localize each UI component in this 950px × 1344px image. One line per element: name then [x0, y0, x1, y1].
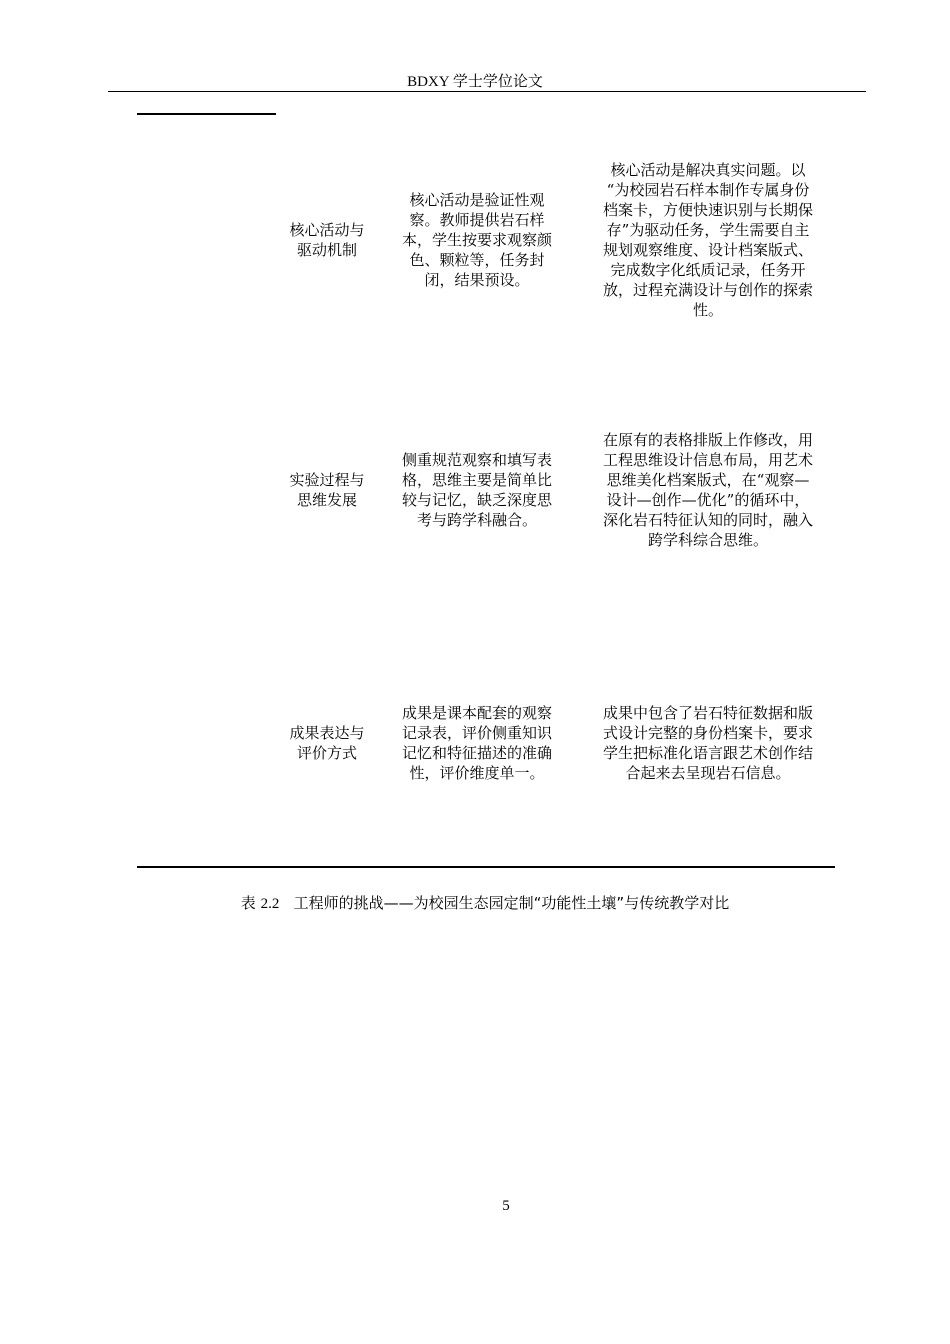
text-line: 式设计完整的身份档案卡，要求 [602, 724, 813, 742]
cell-traditional-experiment-process [386, 450, 568, 530]
cell-traditional-outcome-evaluation [386, 703, 568, 783]
text-line: 思维发展 [296, 491, 357, 509]
text-line: 本，学生按要求观察颜 [401, 231, 552, 249]
text-line: 记忆和特征描述的准确 [401, 744, 552, 762]
text-line: 成果中包含了岩石特征数据和版 [602, 704, 813, 722]
text-line: 闭，结果预设。 [424, 271, 530, 289]
caption-text: 工程师的挑战——为校园生态园定制“功能性土壤”与传统教学对比 [293, 894, 730, 912]
text-line: 性，评价维度单一。 [409, 764, 545, 782]
cell-traditional-core-activity [386, 190, 568, 290]
text-line: 成果表达与 [289, 724, 365, 742]
cell-engineering-experiment-process [582, 430, 834, 550]
row-label-outcome-evaluation [280, 723, 374, 763]
text-line: 思维美化档案版式，在“观察— [606, 471, 810, 489]
page-number: 5 [502, 1198, 510, 1214]
text-line: 存”为驱动任务，学生需要自主 [606, 221, 810, 239]
text-line: 记录表，评价侧重知识 [401, 724, 552, 742]
text-line: 深化岩石特征认知的同时，融入 [602, 511, 813, 529]
text-line: “为校园岩石样本制作专属身份 [606, 181, 810, 199]
row-label-experiment-process [280, 470, 374, 510]
text-line: 考与跨学科融合。 [416, 511, 537, 529]
caption-prefix: 表 [240, 894, 256, 912]
text-line: 评价方式 [296, 744, 357, 762]
header-divider [108, 91, 866, 92]
text-line: 跨学科综合思维。 [647, 531, 768, 549]
cell-engineering-core-activity [582, 160, 834, 320]
text-line: 在原有的表格排版上作修改，用 [602, 431, 813, 449]
text-line: 驱动机制 [296, 241, 357, 259]
row-label-core-activity [280, 220, 374, 260]
text-line: 放，过程充满设计与创作的探索 [602, 281, 813, 299]
text-line: 设计—创作—优化”的循环中， [606, 491, 810, 509]
text-line: 档案卡，方便快速识别与长期保 [602, 201, 813, 219]
text-line: 核心活动是解决真实问题。以 [610, 161, 806, 179]
table-bottom-rule [137, 866, 835, 868]
text-line: 较与记忆，缺乏深度思 [401, 491, 552, 509]
table-top-rule-fragment [137, 113, 276, 115]
text-line: 核心活动是验证性观 [409, 191, 545, 209]
text-line: 实验过程与 [289, 471, 365, 489]
cell-engineering-outcome-evaluation [582, 703, 834, 783]
text-line: 成果是课本配套的观察 [401, 704, 552, 722]
text-line: 学生把标准化语言跟艺术创作结 [602, 744, 813, 762]
text-line: 核心活动与 [289, 221, 365, 239]
text-line: 规划观察维度、设计档案版式、 [602, 241, 813, 259]
text-line: 侧重规范观察和填写表 [401, 451, 552, 469]
table-caption [0, 892, 950, 913]
caption-number: 2.2 [260, 896, 280, 912]
text-line: 完成数字化纸质记录，任务开 [610, 261, 806, 279]
text-line: 察。教师提供岩石样 [409, 211, 545, 229]
text-line: 色、颗粒等，任务封 [409, 251, 545, 269]
text-line: 工程思维设计信息布局，用艺术 [602, 451, 813, 469]
text-line: 合起来去呈现岩石信息。 [625, 764, 791, 782]
page-header-title: BDXY 学士学位论文 [407, 74, 543, 90]
text-line: 性。 [692, 301, 723, 319]
text-line: 格，思维主要是简单比 [401, 471, 552, 489]
